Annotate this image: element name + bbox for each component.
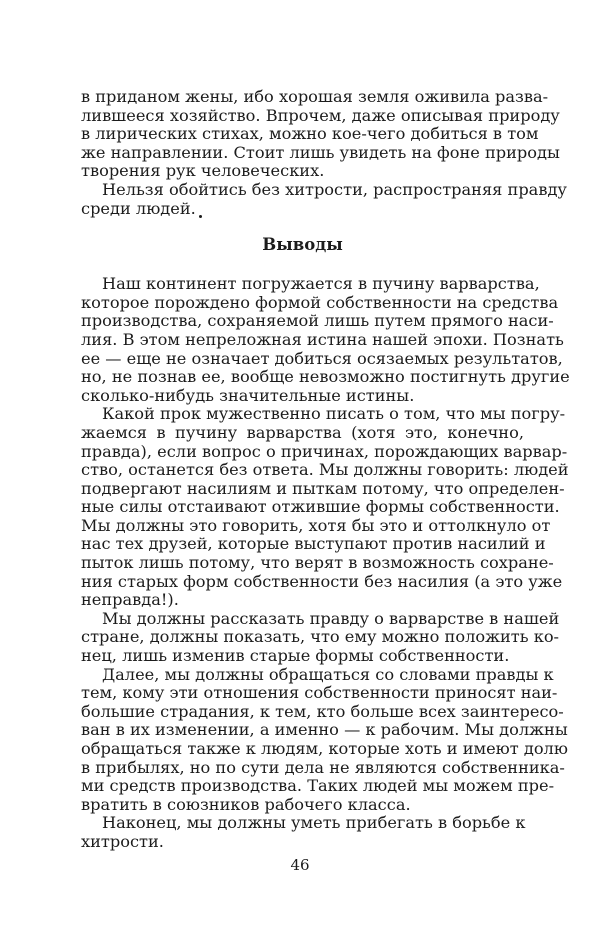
intro-closing-paragraph	[81, 179, 567, 218]
text-line: ее — еще не означает добиться осязаемых результатов,	[81, 348, 563, 368]
intro-paragraph	[81, 87, 560, 181]
paragraph-5	[81, 814, 524, 851]
text-line: правда), если вопрос о причинах, порождающих варвар-	[81, 441, 568, 461]
text-line: в лирических стихах, можно кое-чего добиться в том	[81, 124, 539, 144]
section-heading: Выводы	[262, 235, 343, 255]
text-line: нец, лишь изменив старые формы собственности.	[81, 646, 510, 666]
text-line: но, не познав ее, вообще невозможно постигнуть другие	[81, 367, 570, 387]
text-line: лия. В этом непреложная истина нашей эпохи. Познать	[81, 329, 564, 349]
text-line: Далее, мы должны обращаться со словами правды к	[102, 664, 554, 684]
text-line: ные силы отстаивают отжившие формы собственности.	[81, 497, 560, 517]
page-text	[81, 87, 570, 852]
text-line: хитрости.	[81, 831, 164, 851]
paragraph-4	[81, 664, 568, 815]
text-line: ство, останется без ответа. Мы должны говорить: людей	[81, 460, 569, 480]
text-line: пыток лишь потому, что верят в возможность сохране-	[81, 553, 554, 573]
text-line: ми средств производства. Таких людей мы можем пре-	[81, 776, 555, 796]
text-line: ван в их изменении, а именно — к рабочим. Мы должны	[81, 720, 568, 740]
text-line: тем, кому эти отношения собственности приносят наи-	[81, 683, 558, 703]
text-line: стране, должны показать, что ему можно положить ко-	[81, 627, 560, 647]
text-line: же направлении. Стоит лишь увидеть на фоне природы	[81, 142, 560, 162]
text-line: большие страдания, к тем, кто больше всех заинтересо-	[81, 701, 564, 721]
text-line: производства, сохраняемой лишь путем прямого наси-	[81, 311, 554, 331]
text-line-with-mark	[81, 200, 524, 219]
text-line: Мы должны это говорить, хотя бы это и оттолкнуло от	[81, 515, 551, 535]
text-line: в приданом жены, ибо хорошая земля оживила разва-	[81, 87, 549, 106]
paragraph-3	[81, 608, 560, 666]
text-line: ния старых форм собственности без насилия (а это уже	[81, 571, 563, 591]
text-line: вратить в союзников рабочего класса.	[81, 794, 411, 814]
paragraph-1	[81, 274, 570, 405]
text-line: Мы должны рассказать правду о варварстве в нашей	[102, 608, 560, 628]
text-line: лившееся хозяйство. Впрочем, даже описывая природу	[81, 105, 560, 125]
page-number: 46	[290, 856, 310, 874]
text-line: обращаться также к людям, которые хоть и имеют долю	[81, 739, 568, 758]
text-line: Наконец, мы должны уметь прибегать в борьбе к	[102, 813, 526, 833]
text-line: среди людей.	[81, 198, 196, 218]
text-line: сколько-нибудь значительные истины.	[81, 385, 415, 405]
text-line: Нельзя обойтись без хитрости, распространяя правду	[102, 179, 567, 199]
text-line: творения рук человеческих.	[81, 161, 325, 181]
text-line: которое порождено формой собственности на средства	[81, 292, 559, 312]
text-line: в прибылях, но по сути дела не являются собственника-	[81, 757, 565, 777]
text-line: Какой прок мужественно писать о том, что мы погру-	[102, 404, 566, 424]
paragraph-2	[81, 404, 569, 610]
ink-dot-mark	[199, 215, 202, 218]
text-line: жаемся в пучину варварства (хотя это, конечно,	[81, 422, 524, 442]
text-line: нас тех друзей, которые выступают против насилий и	[81, 534, 546, 554]
text-line: подвергают насилиям и пыткам потому, что определен-	[81, 478, 565, 498]
text-line: Наш континент погружается в пучину варварства,	[102, 274, 540, 294]
text-line: неправда!).	[81, 590, 179, 610]
